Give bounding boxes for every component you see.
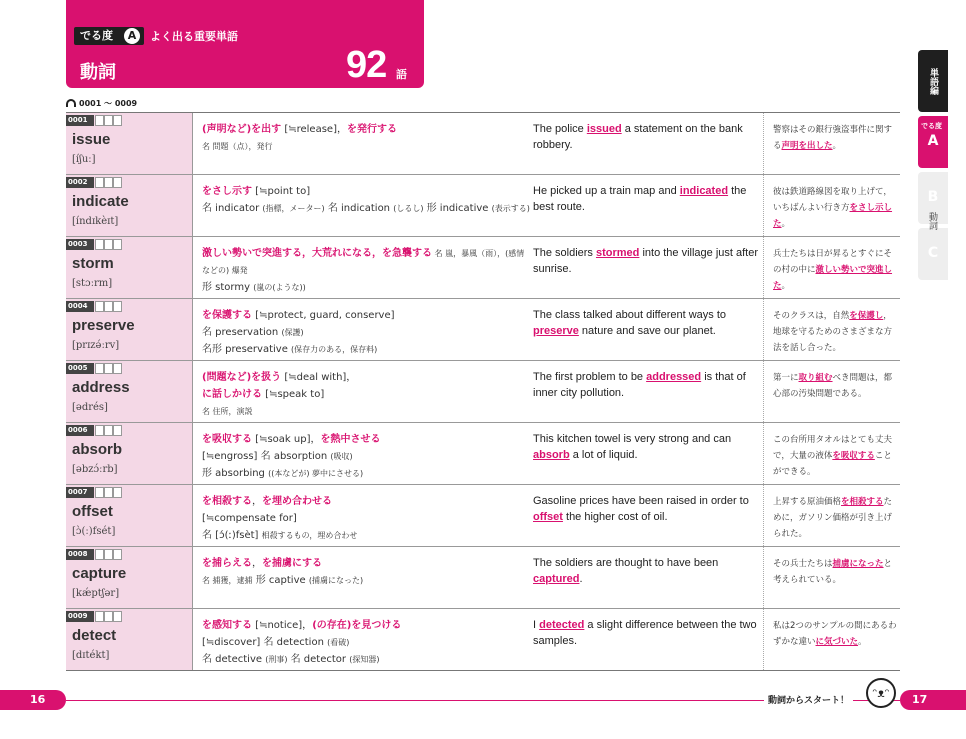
side-index xyxy=(918,50,966,280)
word-count: 92 xyxy=(346,44,387,86)
meaning-line xyxy=(202,448,532,465)
text-run: 名 [ɔ́(ː)fsèt] xyxy=(202,530,262,541)
pronunciation: [íʃuː] xyxy=(72,154,96,165)
text-run: ために，ガソリン価格が引き上げられた。 xyxy=(773,497,893,539)
example-sentence xyxy=(533,431,759,463)
meaning-line xyxy=(202,138,532,155)
check-box[interactable] xyxy=(113,239,122,250)
check-box[interactable] xyxy=(95,611,104,622)
text-run: The soldiers xyxy=(533,247,596,259)
text-run: (問題など)を扱う xyxy=(202,372,282,383)
text-run: (看破) xyxy=(327,638,350,647)
text-run: を相殺する xyxy=(202,496,252,507)
vocab-row xyxy=(66,113,900,175)
entry-number: 0006 xyxy=(66,425,94,436)
text-run: 形 absorbing xyxy=(202,468,269,479)
text-run: captured xyxy=(533,573,580,585)
meaning-cell xyxy=(202,555,532,589)
text-run: 名 xyxy=(202,142,210,151)
text-run: Gasoline prices have been raised in order to xyxy=(533,495,749,507)
vocab-table xyxy=(66,112,900,671)
check-box[interactable] xyxy=(104,115,113,126)
text-run: 形 stormy xyxy=(202,282,254,293)
headphones-icon xyxy=(66,99,76,107)
translation xyxy=(763,175,900,236)
text-run: ，地球を守るためのさまざまな方法を話し合った。 xyxy=(773,311,893,353)
text-run: 名 detective xyxy=(202,654,266,665)
translation xyxy=(763,237,900,298)
text-run: 形 captive xyxy=(252,575,309,586)
headword: issue xyxy=(72,131,111,148)
meaning-line xyxy=(202,431,532,448)
text-run: 名 detector xyxy=(287,654,350,665)
text-run: 名形 preservative xyxy=(202,344,292,355)
text-run: (吸収) xyxy=(330,452,353,461)
text-run: 問題（点），発行 xyxy=(210,142,273,151)
text-run: 名 preservation xyxy=(202,327,282,338)
mascot-icon: ᵔᴥᵔ xyxy=(866,678,896,708)
text-run: に話しかける xyxy=(202,389,262,400)
text-run: [≒release]， xyxy=(281,124,347,135)
side-level-tab-c[interactable] xyxy=(918,228,948,280)
word-cell xyxy=(66,485,193,546)
text-run: indicated xyxy=(679,185,729,197)
text-run: に気づいた xyxy=(815,637,859,647)
text-run: を保護する xyxy=(202,310,252,321)
example-sentence xyxy=(533,493,759,525)
headword: indicate xyxy=(72,193,129,210)
page-title: 動詞 xyxy=(80,62,116,83)
side-category: 動詞 xyxy=(927,212,937,230)
text-run: detected xyxy=(539,619,585,631)
text-run: (刑事) xyxy=(265,655,288,664)
translation xyxy=(763,423,900,484)
pronunciation: [ədrés] xyxy=(72,402,108,413)
pronunciation: [əbzɔ́ːrb] xyxy=(72,464,118,475)
entry-number: 0007 xyxy=(66,487,94,498)
frequency-label: でる度 xyxy=(80,29,113,42)
footer-caption: 動詞からスタート！ xyxy=(764,693,853,706)
meaning-cell xyxy=(202,121,532,155)
text-run: 。 xyxy=(832,141,842,151)
meaning-cell xyxy=(202,369,532,420)
text-run: is that of inner city pollution. xyxy=(533,371,746,399)
check-box[interactable] xyxy=(113,177,122,188)
text-run: (嵐の(ような)) xyxy=(253,283,306,292)
text-run: を熱中させる xyxy=(320,434,381,445)
text-run: a lot of liquid. xyxy=(569,449,638,461)
text-run: をさし示す xyxy=(202,186,252,197)
text-run: (しるし) xyxy=(393,204,424,213)
headword: detect xyxy=(72,627,117,644)
meaning-line xyxy=(202,324,532,341)
check-box[interactable] xyxy=(104,239,113,250)
pronunciation: [prɪzə́ːrv] xyxy=(72,340,120,351)
meaning-line xyxy=(202,183,532,200)
text-run: 声明を出した xyxy=(781,141,833,151)
translation xyxy=(763,299,900,360)
text-run: (声明など)を出す xyxy=(202,124,282,135)
pronunciation: [ɔ̀(ː)fsét] xyxy=(72,526,116,537)
text-run: 名 indication xyxy=(324,203,394,214)
vocab-row xyxy=(66,423,900,485)
word-cell xyxy=(66,113,193,174)
text-run: その兵士たちは xyxy=(773,559,833,569)
translation xyxy=(763,485,900,546)
check-box[interactable] xyxy=(104,487,113,498)
word-cell xyxy=(66,361,193,422)
meaning-line xyxy=(202,572,532,589)
check-box[interactable] xyxy=(113,301,122,312)
check-box[interactable] xyxy=(95,549,104,560)
text-run: The soldiers are thought to have been xyxy=(533,557,719,569)
text-run: [≒notice]， xyxy=(252,620,313,631)
side-level-tab-a[interactable] xyxy=(918,116,948,168)
translation xyxy=(763,547,900,608)
text-run: 。 xyxy=(781,219,791,229)
text-run: a slight difference between the two samples. xyxy=(533,619,757,647)
meaning-line xyxy=(202,279,532,296)
check-box[interactable] xyxy=(95,487,104,498)
vocab-row xyxy=(66,361,900,423)
meaning-line xyxy=(202,527,532,544)
audio-range: 0001 ～ 0009 xyxy=(79,99,138,108)
text-run: 名 嵐，暴風（雨），(感情などの) 爆発 xyxy=(202,249,525,275)
text-run: 相殺するもの，埋め合わせ xyxy=(261,531,358,540)
check-box[interactable] xyxy=(113,425,122,436)
meaning-cell xyxy=(202,183,532,217)
text-run: (保護) xyxy=(281,328,304,337)
example-sentence xyxy=(533,307,759,339)
meaning-cell xyxy=(202,245,532,296)
word-cell xyxy=(66,423,193,484)
text-run: ((本などが) 夢中にさせる) xyxy=(268,469,364,478)
text-run: べき問題は，都心部の汚染問題である。 xyxy=(773,373,893,399)
text-run: 上昇する原油価格 xyxy=(773,497,842,507)
text-run: と考えられている。 xyxy=(773,559,893,585)
text-run: (の存在)を見つける xyxy=(312,620,402,631)
translation xyxy=(763,113,900,174)
word-count-unit: 語 xyxy=(396,68,407,81)
text-run: (指標，メーター) xyxy=(262,204,325,213)
check-box[interactable] xyxy=(104,177,113,188)
text-run: [≒point to] xyxy=(252,186,311,197)
meaning-line xyxy=(202,651,532,668)
text-run: offset xyxy=(533,511,563,523)
word-cell xyxy=(66,547,193,608)
text-run: を埋め合わせる xyxy=(262,496,332,507)
meaning-line xyxy=(202,245,532,279)
meaning-cell xyxy=(202,307,532,358)
header-subtitle: よく出る重要単語 xyxy=(150,30,238,43)
check-box[interactable] xyxy=(113,549,122,560)
text-run: 私は2つのサンプルの間にあるわずかな違い xyxy=(773,621,897,647)
text-run: into the village just after sunrise. xyxy=(533,247,759,275)
text-run: を捕らえる xyxy=(202,558,252,569)
text-run: This kitchen towel is very strong and can xyxy=(533,433,732,445)
entry-number: 0008 xyxy=(66,549,94,560)
page-number-left: 16 xyxy=(0,690,66,710)
text-run: The police xyxy=(533,123,587,135)
check-box[interactable] xyxy=(95,239,104,250)
meaning-line xyxy=(202,493,532,510)
check-box[interactable] xyxy=(113,115,122,126)
example-sentence xyxy=(533,245,759,277)
text-run: 形 indicative xyxy=(423,203,492,214)
example-sentence xyxy=(533,369,759,401)
meaning-line xyxy=(202,617,532,634)
meaning-line xyxy=(202,555,532,572)
translation xyxy=(763,609,900,670)
check-box[interactable] xyxy=(104,611,113,622)
text-run: stormed xyxy=(595,247,640,259)
text-run: [≒soak up]， xyxy=(252,434,321,445)
vocab-row xyxy=(66,299,900,361)
text-run: 取り組む xyxy=(798,373,833,383)
text-run: (捕虜になった) xyxy=(308,576,364,585)
text-run: ， xyxy=(252,558,262,569)
text-run: を保護し xyxy=(849,311,884,321)
check-box[interactable] xyxy=(104,301,113,312)
check-box[interactable] xyxy=(113,611,122,622)
headword: offset xyxy=(72,503,113,520)
check-box[interactable] xyxy=(95,425,104,436)
text-run: The class talked about different ways to xyxy=(533,309,727,321)
text-run: He picked up a train map and xyxy=(533,185,680,197)
text-run: を捕虜にする xyxy=(262,558,322,569)
meaning-line xyxy=(202,386,532,403)
check-box[interactable] xyxy=(95,363,104,374)
entry-number: 0001 xyxy=(66,115,94,126)
headword: address xyxy=(72,379,130,396)
headword: capture xyxy=(72,565,127,582)
page-footer xyxy=(0,686,966,710)
text-run: 激しい勢いで突進した xyxy=(773,265,893,291)
meaning-cell xyxy=(202,493,532,544)
text-run: 第一に xyxy=(773,373,799,383)
check-box[interactable] xyxy=(113,487,122,498)
pronunciation: [dɪtékt] xyxy=(72,650,110,661)
example-sentence xyxy=(533,121,759,153)
text-run: 名 捕獲，逮捕 xyxy=(202,576,253,585)
example-sentence xyxy=(533,555,759,587)
text-run: この台所用タオルはとても丈夫で，大量の液体 xyxy=(773,435,893,461)
page-number-right: 17 xyxy=(900,690,966,710)
text-run: a statement on the bank robbery. xyxy=(533,123,743,151)
meaning-line xyxy=(202,634,532,651)
text-run: the higher cost of oil. xyxy=(562,511,668,523)
text-run: . xyxy=(579,573,583,585)
headword: absorb xyxy=(72,441,123,458)
text-run: を吸収する xyxy=(832,451,875,461)
vocab-row xyxy=(66,547,900,609)
word-cell xyxy=(66,175,193,236)
text-run: 捕虜になった xyxy=(832,559,884,569)
entry-number: 0009 xyxy=(66,611,94,622)
example-sentence xyxy=(533,183,759,215)
text-run: を発行する xyxy=(346,124,397,135)
pronunciation: [índɪkèɪt] xyxy=(72,216,119,227)
text-run: [≒compensate for] xyxy=(202,513,297,524)
text-run: issued xyxy=(586,123,622,135)
meaning-line xyxy=(202,200,532,217)
meaning-cell xyxy=(202,431,532,482)
entry-number: 0004 xyxy=(66,301,94,312)
entry-number: 0003 xyxy=(66,239,94,250)
vocab-row xyxy=(66,609,900,671)
side-level-label: でる度 xyxy=(921,122,942,130)
frequency-tag xyxy=(74,27,144,45)
text-run: I xyxy=(533,619,540,631)
meaning-line xyxy=(202,403,532,420)
text-run: (表示する) xyxy=(491,204,530,213)
vocab-row xyxy=(66,485,900,547)
text-run: the best route. xyxy=(533,185,747,213)
side-level-letter: C xyxy=(927,245,939,261)
text-run: (探知器) xyxy=(349,655,380,664)
text-run: preserve xyxy=(533,325,579,337)
pronunciation: [stɔːrm] xyxy=(72,278,113,289)
text-run: 。 xyxy=(858,637,867,647)
text-run: 激しい勢いで突進する，大荒れになる，を急襲する xyxy=(202,248,432,259)
text-run: そのクラスは，自然 xyxy=(773,311,850,321)
example-sentence xyxy=(533,617,759,649)
text-run: 彼は鉄道路線図を取り上げて，いちばんよい行き方 xyxy=(773,187,892,213)
word-cell xyxy=(66,237,193,298)
pronunciation: [kǽptʃər] xyxy=(72,588,120,599)
side-level-letter: B xyxy=(927,189,939,205)
meaning-line xyxy=(202,465,532,482)
frequency-level: A xyxy=(124,28,140,44)
text-run: addressed xyxy=(646,371,702,383)
meaning-line xyxy=(202,307,532,324)
text-run: [≒deal with]， xyxy=(281,372,357,383)
text-run: [≒engross] 名 absorption xyxy=(202,451,331,462)
word-cell xyxy=(66,299,193,360)
text-run: 名 indicator xyxy=(202,203,263,214)
check-box[interactable] xyxy=(104,425,113,436)
vocab-row xyxy=(66,237,900,299)
check-box[interactable] xyxy=(113,363,122,374)
text-run: [≒discover] 名 detection xyxy=(202,637,328,648)
word-cell xyxy=(66,609,193,670)
text-run: [≒speak to] xyxy=(262,389,325,400)
text-run: The first problem to be xyxy=(533,371,647,383)
headword: storm xyxy=(72,255,114,272)
text-run: 名 住所，演説 xyxy=(202,407,253,416)
check-box[interactable] xyxy=(95,177,104,188)
entry-number: 0002 xyxy=(66,177,94,188)
meaning-line xyxy=(202,341,532,358)
text-run: を相殺する xyxy=(841,497,884,507)
check-box[interactable] xyxy=(104,549,113,560)
check-box[interactable] xyxy=(95,301,104,312)
translation xyxy=(763,361,900,422)
text-run: 警察はその銀行強盗事件に関する xyxy=(773,125,893,151)
text-run: 。 xyxy=(781,281,791,291)
text-run: nature and save our planet. xyxy=(578,325,716,337)
audio-track[interactable] xyxy=(66,98,137,109)
text-run: 兵士たちは日が昇るとすぐにその村の中に xyxy=(773,249,893,275)
text-run: をさし示した xyxy=(773,203,893,229)
check-box[interactable] xyxy=(104,363,113,374)
vocab-row xyxy=(66,175,900,237)
text-run: を感知する xyxy=(202,620,252,631)
entry-number: 0005 xyxy=(66,363,94,374)
text-run: を吸収する xyxy=(202,434,252,445)
meaning-line xyxy=(202,510,532,527)
check-box[interactable] xyxy=(95,115,104,126)
meaning-line xyxy=(202,121,532,138)
text-run: absorb xyxy=(533,449,570,461)
text-run: [≒protect, guard, conserve] xyxy=(252,310,395,321)
text-run: ことができる。 xyxy=(773,451,892,477)
text-run: ， xyxy=(252,496,262,507)
side-level-letter: A xyxy=(927,133,939,149)
meaning-cell xyxy=(202,617,532,668)
meaning-line xyxy=(202,369,532,386)
headword: preserve xyxy=(72,317,135,334)
side-section-tab[interactable]: 単語編 xyxy=(918,50,948,112)
text-run: (保存力のある，保存料) xyxy=(291,345,378,354)
